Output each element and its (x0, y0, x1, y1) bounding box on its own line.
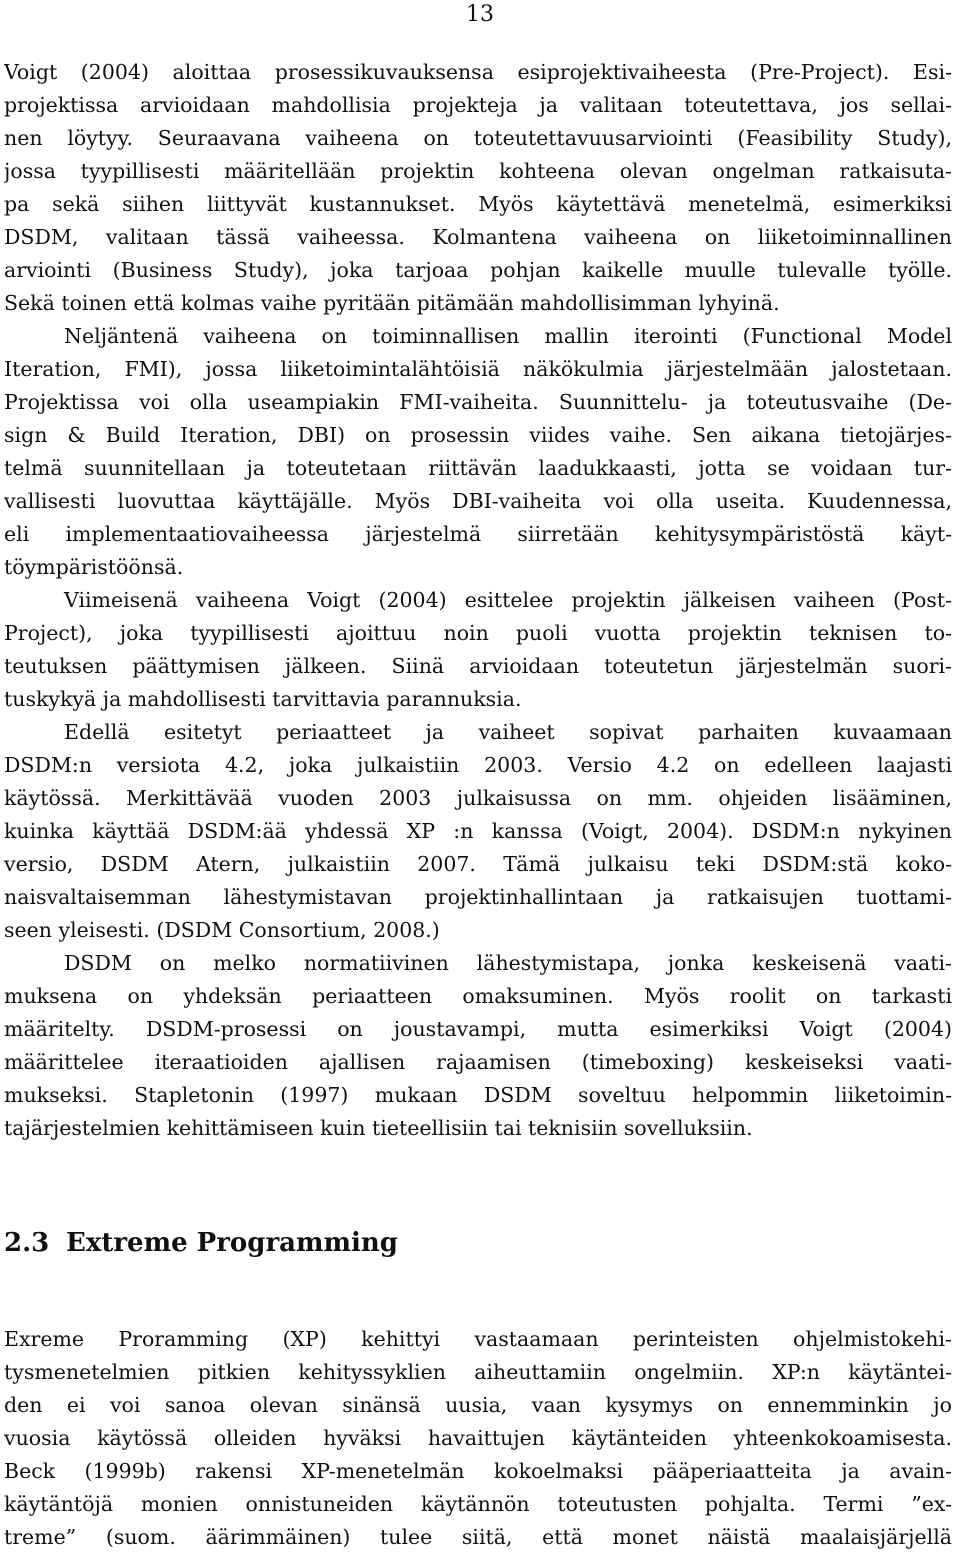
text-line: pa sekä siihen liittyvät kustannukset. Myös käytettävä menetelmä, esimerkiksi (4, 192, 952, 216)
text-line: vallisesti luovuttaa käyttäjälle. Myös DBI-vaiheita voi olla useita. Kuudennessa, (4, 489, 952, 513)
text-line: teutuksen päättymisen jälkeen. Siinä arvioidaan toteutetun järjestelmän suori- (4, 654, 952, 678)
text-line: sign & Build Iteration, DBI) on prosessin viides vaihe. Sen aikana tietojärjes- (4, 423, 952, 447)
text-line: projektissa arvioidaan mahdollisia projekteja ja valitaan toteutettava, jos sellai- (4, 93, 952, 117)
text-line: nen löytyy. Seuraavana vaiheena on toteutettavuusarviointi (Feasibility Study), (4, 126, 952, 150)
text-line: käytössä. Merkittävää vuoden 2003 julkaisussa on mm. ohjeiden lisääminen, (4, 786, 952, 810)
text-line: Beck (1999b) rakensi XP-menetelmän kokoelmaksi pääperiaatteita ja avain- (4, 1459, 952, 1483)
text-line: jossa tyypillisesti määritellään projektin kohteena olevan ongelman ratkaisuta- (4, 159, 952, 183)
text-line: DSDM on melko normatiivinen lähestymistapa, jonka keskeisenä vaati- (64, 951, 952, 975)
text-line: tuskykyä ja mahdollisesti tarvittavia parannuksia. (4, 687, 522, 711)
text-line: vuosia käytössä olleiden hyväksi havaittujen käytänteiden yhteenkokoamisesta. (4, 1426, 952, 1450)
text-line: määrittelee iteraatioiden ajallisen rajaamisen (timeboxing) keskeiseksi vaati- (4, 1050, 952, 1074)
text-line: tajärjestelmien kehittämiseen kuin tieteellisiin tai teknisiin sovelluksiin. (4, 1116, 753, 1140)
text-line: Viimeisenä vaiheena Voigt (2004) esittelee projektin jälkeisen vaiheen (Post- (64, 588, 952, 612)
text-line: muksena on yhdeksän periaatteen omaksuminen. Myös roolit on tarkasti (4, 984, 952, 1008)
text-line: Edellä esitetyt periaatteet ja vaiheet sopivat parhaiten kuvaamaan (64, 720, 952, 744)
text-line: määritelty. DSDM-prosessi on joustavampi, mutta esimerkiksi Voigt (2004) (4, 1017, 952, 1041)
section-heading (4, 1226, 398, 1260)
text-line: käytäntöjä monien onnistuneiden käytännön toteutusten pohjalta. Termi ”ex- (4, 1492, 952, 1516)
text-line: tysmenetelmien pitkien kehityssyklien aiheuttamiin ongelmiin. XP:n käytäntei- (4, 1360, 952, 1384)
text-line: telmä suunnitellaan ja toteutetaan riittävän laadukkaasti, jotta se voidaan tur- (4, 456, 952, 480)
body-text-section-xp (4, 1323, 952, 1554)
text-line: naisvaltaisemman lähestymistavan projektinhallintaan ja ratkaisujen tuottami- (4, 885, 952, 909)
text-line: eli implementaatiovaiheessa järjestelmä siirretään kehitysympäristöstä käyt- (4, 522, 952, 546)
text-line: den ei voi sanoa olevan sinänsä uusia, vaan kysymys on ennemminkin jo (4, 1393, 952, 1417)
text-line: DSDM:n versiota 4.2, joka julkaistiin 2003. Versio 4.2 on edelleen laajasti (4, 753, 952, 777)
section-title: Extreme Programming (66, 1228, 398, 1258)
section-number: 2.3 (4, 1228, 50, 1258)
text-line: Project), joka tyypillisesti ajoittuu noin puoli vuotta projektin teknisen to- (4, 621, 952, 645)
text-line: Voigt (2004) aloittaa prosessikuvauksensa esiprojektivaiheesta (Pre-Project). Esi- (4, 60, 952, 84)
text-line: seen yleisesti. (DSDM Consortium, 2008.) (4, 918, 440, 942)
page-number: 13 (466, 2, 494, 27)
text-line: Sekä toinen että kolmas vaihe pyritään pitämään mahdollisimman lyhyinä. (4, 291, 780, 315)
text-line: DSDM, valitaan tässä vaiheessa. Kolmantena vaiheena on liiketoiminnallinen (4, 225, 952, 249)
body-text-section-dsdm (4, 56, 952, 1145)
text-line: versio, DSDM Atern, julkaistiin 2007. Tämä julkaisu teki DSDM:stä koko- (4, 852, 952, 876)
text-line: Iteration, FMI), jossa liiketoimintalähtöisiä näkökulmia järjestelmään jalostetaan. (4, 357, 952, 381)
text-line: kuinka käyttää DSDM:ää yhdessä XP :n kanssa (Voigt, 2004). DSDM:n nykyinen (4, 819, 952, 843)
text-line: Neljäntenä vaiheena on toiminnallisen mallin iterointi (Functional Model (64, 324, 952, 348)
text-line: Projektissa voi olla useampiakin FMI-vaiheita. Suunnittelu- ja toteutusvaihe (De- (4, 390, 952, 414)
text-line: Exreme Proramming (XP) kehittyi vastaamaan perinteisten ohjelmistokehi- (4, 1327, 952, 1351)
text-line: treme” (suom. äärimmäinen) tulee siitä, että monet näistä maalaisjärjellä (4, 1525, 952, 1549)
text-line: mukseksi. Stapletonin (1997) mukaan DSDM soveltuu helpommin liiketoimin- (4, 1083, 952, 1107)
text-line: arviointi (Business Study), joka tarjoaa pohjan kaikelle muulle tulevalle työlle. (4, 258, 952, 282)
text-line: töympäristöönsä. (4, 555, 184, 579)
